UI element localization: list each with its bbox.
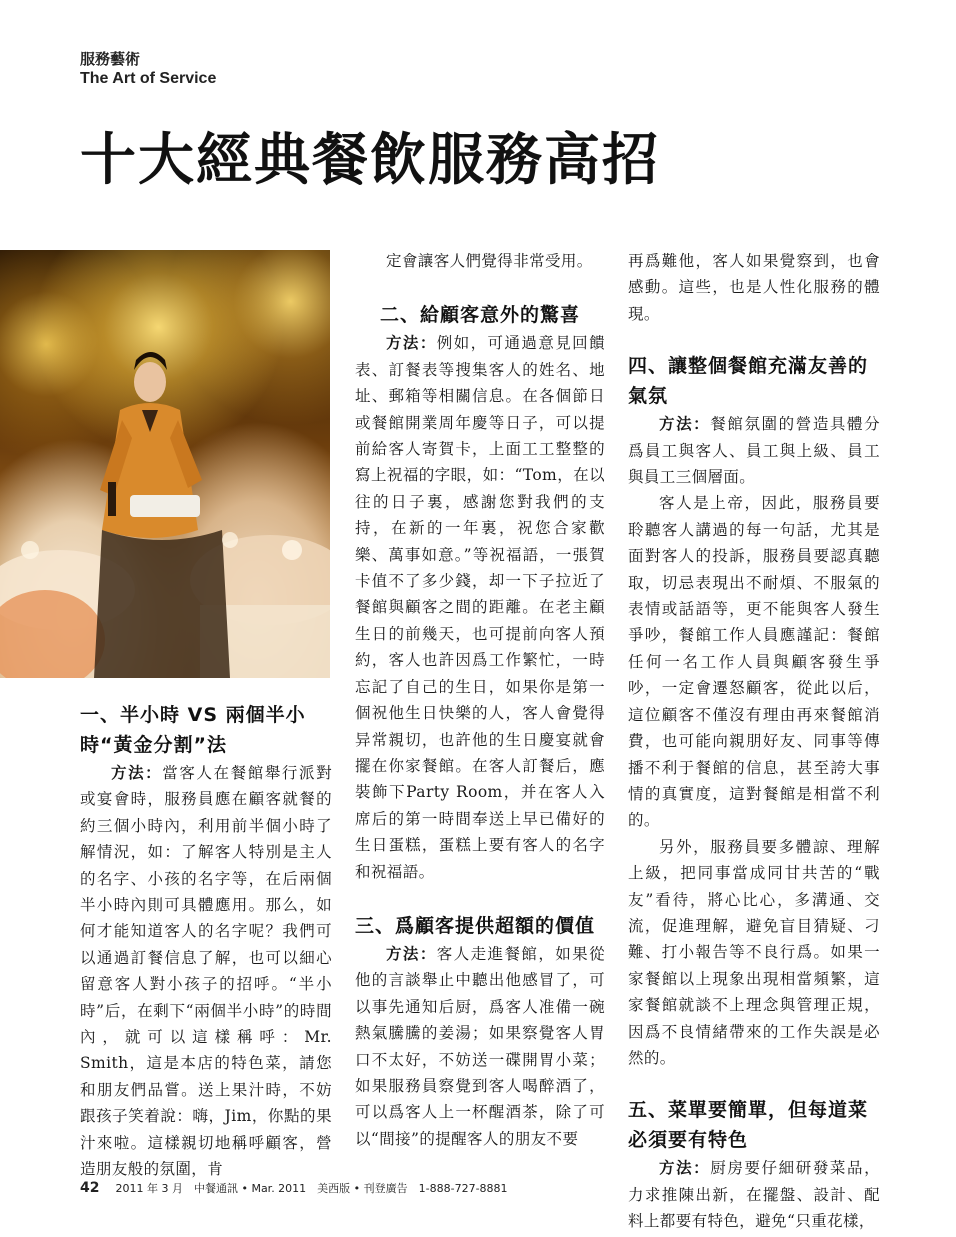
article-title: 十大經典餐飲服務高招	[80, 127, 660, 193]
paragraph-4	[628, 411, 880, 490]
section-name-en: The Art of Service	[80, 70, 217, 87]
heading-3: 三、爲顧客提供超額的價值	[355, 914, 596, 937]
paragraph-continued: 定會讓客人們覺得非常受用。	[386, 252, 593, 270]
paragraph-5-text: 厨房要仔細研發菜品，力求推陳出新，在擺盤、設計、配料上都要有特色，避免“只重花樣，	[628, 1159, 880, 1231]
paragraph-4-text: 餐館氛圍的營造具體分爲員工與客人、員工與上級、員工與員工三個層面。	[628, 415, 880, 487]
heading-1: 一、半小時 VS 兩個半小時“黃金分割”法	[80, 704, 306, 756]
issue-info: 2011 年 3 月 中餐通訊 • Mar. 2011 美西版 • 刊登廣告 1-888-727-8881	[115, 1182, 508, 1195]
paragraph-2-text: 例如，可通過意見回饋表、訂餐表等搜集客人的姓名、地址、郵箱等相關信息。在各個節日或餐館開業周年慶等日子，可以提前給客人寄賀卡，上面工工整整的寫上祝福的字眼，如：“Tom，在以往的日子裏，感謝您對我們的支持，在新的一年裏，祝您合家歡樂、萬事如意。”等祝福語，一張賀卡值不了多少錢，却一下子拉近了餐館與顧客之間的距離。在老主顧生日的前幾天，也可提前向客人預約，客人也許因爲工作繁忙，一時忘記了自己的生日，如果你是第一個祝他生日快樂的人，客人會覺得异常親切，也許他的生日慶宴就會擺在你家餐館。在客人訂餐后，應裝飾下Party Room，并在客人入席后的第一時間奉送上早已備好的生日蛋糕，蛋糕上要有客人的名字和祝福語。	[355, 334, 605, 881]
column-2	[355, 248, 605, 1152]
method-label: 方法：	[386, 333, 437, 353]
section-name-zh: 服務藝術	[80, 50, 141, 68]
method-label: 方法：	[111, 763, 163, 782]
heading-2: 二、給顧客意外的驚喜	[379, 304, 580, 327]
section-tag	[80, 50, 216, 89]
waitress-photo	[0, 250, 330, 678]
method-label: 方法：	[659, 414, 711, 434]
paragraph-2	[355, 330, 605, 885]
method-label: 方法：	[659, 1158, 711, 1178]
paragraph-1	[80, 760, 332, 1183]
paragraph-3-text: 客人走進餐館，如果從他的言談舉止中聽出他感冒了，可以事先通知后厨，爲客人准備一碗熱氣騰騰的姜湯；如果察覺客人胃口不太好，不妨送一碟開胃小菜；如果服務員察覺到客人喝醉酒了，可以爲客人上一杯醒酒茶，除了可以“間接”的提醒客人的朋友不要	[355, 944, 605, 1148]
paragraph-continued: 再爲難他，客人如果覺察到，也會感動。這些，也是人性化服務的體現。	[628, 252, 880, 323]
paragraph-4c: 另外，服務員要多體諒、理解上級，把同事當成同甘共苦的“戰友”看待，將心比心，多溝通、交流，促進理解，避免盲目猜疑、刁難、打小報告等不良行爲。如果一家餐館以上現象出現相當頻繁，這家餐館就談不上理念與管理正規，因爲不良情緒帶來的工作失誤是必然的。	[628, 837, 880, 1067]
photo-illustration	[0, 250, 330, 678]
paragraph-1-text: 當客人在餐館舉行派對或宴會時，服務員應在顧客就餐的約三個小時內，利用前半個小時了解情況，如：了解客人特別是主人的名字、小孩的名字等，在后兩個半小時內則可具體應用。那么，如何才能知道客人的名字呢？我們可以通過訂餐信息了解，也可以細心留意客人對小孩子的招呼。“半小時”后，在剩下“兩個半小時”的時間內，就可以這樣稱呼：Mr. Smith，這是本店的特色菜，請您和朋友們品嘗。送上果汁時，不妨跟孩子笑着說：嗨，Jim，你點的果汁來啦。這樣親切地稱呼顧客，營造朋友般的氛圍，肯	[80, 764, 332, 1179]
page-number: 42	[80, 1180, 100, 1196]
heading-4: 四、讓整個餐館充滿友善的氣氛	[628, 355, 869, 408]
page-footer	[80, 1180, 900, 1196]
column-1	[80, 700, 332, 1183]
column-3	[628, 248, 880, 1235]
method-label: 方法：	[386, 943, 437, 963]
paragraph-4b: 客人是上帝，因此，服務員要聆聽客人講過的每一句話，尤其是面對客人的投訴，服務員要認真聽取，切忌表現出不耐煩、不服氣的表情或話語等，更不能與客人發生爭吵，餐館工作人員應謹記：餐館任何一名工作人員與顧客發生爭吵，一定會遷怒顧客，從此以后，這位顧客不僅沒有理由再來餐館消費，也可能向親朋好友、同事等傳播不利于餐館的信息，甚至誇大事情的真實度，這對餐館是相當不利的。	[628, 494, 880, 830]
heading-5: 五、菜單要簡單，但每道菜必須要有特色	[628, 1099, 869, 1152]
paragraph-3	[355, 941, 605, 1152]
